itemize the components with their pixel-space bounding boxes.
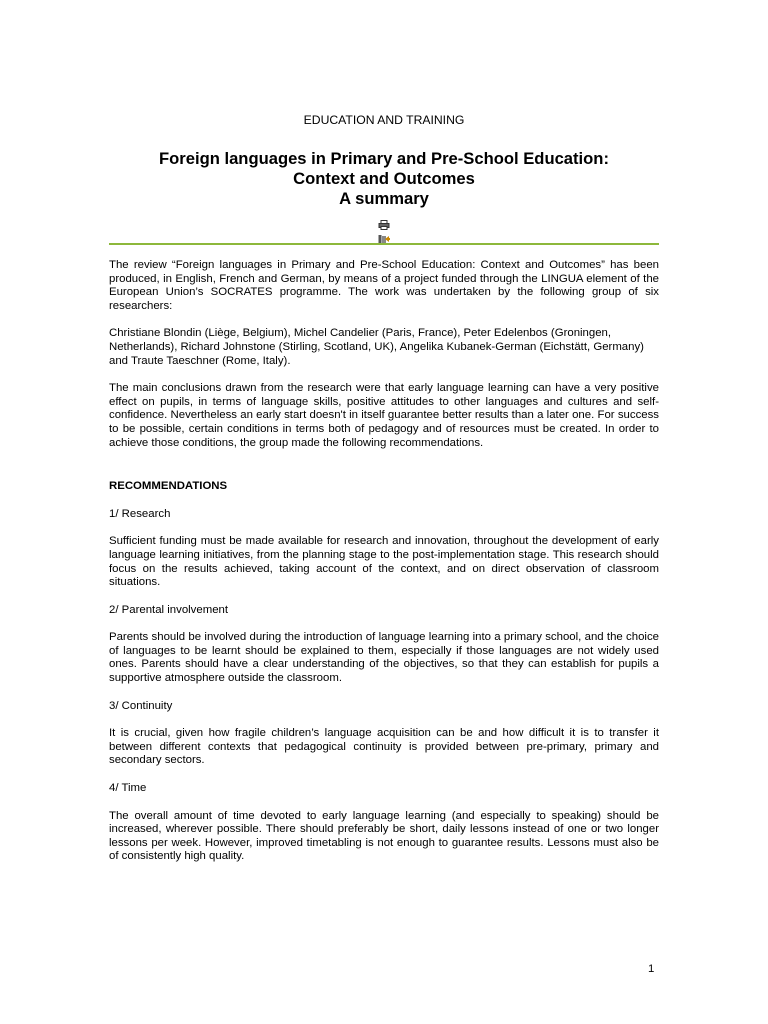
- intro-paragraph-1: The review “Foreign languages in Primary and Pre-School Education: Context and Outcomes” has been produced, in English, French and German, by means of a project funded through the LINGUA element of the European Union’s SOCRATES programme. The work was undertaken by the following group of six researchers:: [109, 259, 659, 312]
- page-action-icons: [109, 220, 659, 244]
- recommendation-heading-research: 1/ Research: [109, 507, 171, 520]
- intro-paragraph-2: Christiane Blondin (Liège, Belgium), Michel Candelier (Paris, France), Peter Edelenbos (Groningen, Netherlands), Richard Johnstone (Stirling, Scotland, UK), Angelika Kubanek-German (Eichstätt, Germany) and Traute Taeschner (Rome, Italy).: [109, 327, 644, 367]
- title-line-3: A summary: [339, 189, 429, 208]
- printer-icon[interactable]: [378, 220, 390, 230]
- recommendation-text-parental: Parents should be involved during the introduction of language learning into a primary school, and the choice of languages to be learnt should be explained to them, especially if those languages are not widely used ones. Parents should have a clear understanding of the objectives, so that they can establish for pupils a supportive atmosphere outside the classroom.: [109, 631, 659, 685]
- title-line-1: Foreign languages in Primary and Pre-School Education:: [159, 149, 609, 168]
- green-divider: [109, 243, 659, 245]
- section-label: EDUCATION AND TRAINING: [303, 113, 465, 127]
- recommendation-text-continuity: It is crucial, given how fragile children’s language acquisition can be and how difficult it is to transfer it between different contexts that pedagogical continuity is provided between pre-primary, primary and secondary sectors.: [109, 727, 659, 767]
- recommendation-text-research: Sufficient funding must be made available for research and innovation, throughout the development of early language learning initiatives, from the planning stage to the post-implementation stage. This research should focus on the results achieved, taking account of the context, and on direct observation of classroom situations.: [109, 535, 659, 589]
- recommendation-text-time: The overall amount of time devoted to early language learning (and especially to speaking) should be increased, wherever possible. There should preferably be short, daily lessons instead of one or two longer lessons per week. However, improved timetabling is not enough to guarantee results. Lessons must also be of consistently high quality.: [109, 809, 659, 863]
- page-title: [109, 149, 659, 209]
- recommendations-heading: RECOMMENDATIONS: [109, 480, 228, 493]
- recommendation-heading-parental: 2/ Parental involvement: [109, 603, 229, 616]
- title-line-2: Context and Outcomes: [293, 169, 475, 188]
- page-number: 1: [648, 963, 655, 975]
- intro-paragraph-3: The main conclusions drawn from the research were that early language learning can have a very positive effect on pupils, in terms of language skills, positive attitudes to other languages and cultures and self-confidence. Nevertheless an early start doesn't in itself guarantee better results than a later one. For success to be possible, certain conditions in terms both of pedagogy and of resources must be created. In order to achieve those conditions, the group made the following recommendations.: [109, 382, 659, 449]
- document-body: [109, 259, 659, 878]
- recommendation-heading-continuity: 3/ Continuity: [109, 699, 173, 712]
- recommendation-heading-time: 4/ Time: [109, 782, 147, 795]
